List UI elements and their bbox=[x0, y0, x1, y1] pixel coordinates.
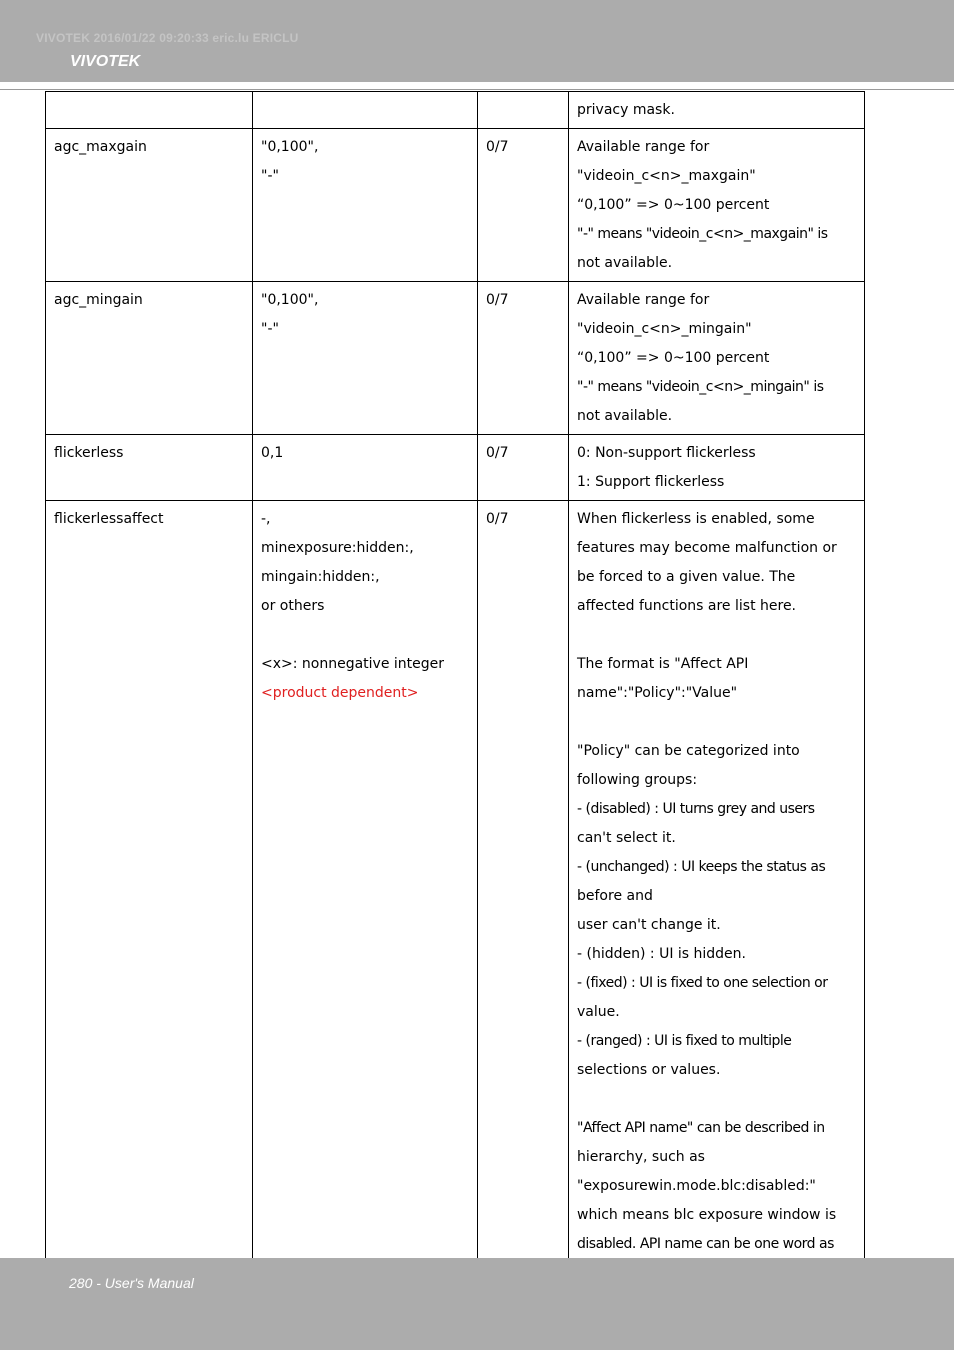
page-number-label: 280 - User's Manual bbox=[69, 1275, 194, 1291]
param-description-line: "-" means "videoin_c<n>_maxgain" is bbox=[577, 226, 828, 242]
param-value-line: or others bbox=[261, 598, 325, 614]
table-row bbox=[46, 501, 865, 1289]
param-description-line: "videoin_c<n>_maxgain" bbox=[577, 168, 756, 184]
param-name-cell bbox=[46, 129, 253, 282]
param-name-cell bbox=[46, 501, 253, 1289]
product-dependent-note: <product dependent> bbox=[261, 685, 419, 701]
param-description-line: be forced to a given value. The bbox=[577, 569, 796, 585]
param-value-cell bbox=[253, 501, 478, 1289]
param-description-line: following groups: bbox=[577, 772, 698, 788]
param-name bbox=[54, 96, 246, 125]
param-description-line: privacy mask. bbox=[577, 102, 675, 118]
param-description-line: - (fixed) : UI is fixed to one selection or bbox=[577, 975, 828, 991]
param-description-line: Available range for bbox=[577, 292, 710, 308]
param-description-line: before and bbox=[577, 888, 653, 904]
param-security-cell bbox=[478, 129, 569, 282]
param-security: 0/7 bbox=[486, 445, 509, 461]
param-description-line: user can't change it. bbox=[577, 917, 721, 933]
param-description-line: "videoin_c<n>_mingain" bbox=[577, 321, 752, 337]
table-row bbox=[46, 435, 865, 501]
param-value-line: 0,1 bbox=[261, 445, 284, 461]
param-value-cell bbox=[253, 282, 478, 435]
param-description-line: hierarchy, such as bbox=[577, 1149, 705, 1165]
table-row bbox=[46, 282, 865, 435]
param-description-line: features may become malfunction or bbox=[577, 540, 837, 556]
param-description-cell bbox=[569, 92, 865, 129]
param-description-line bbox=[577, 708, 858, 737]
param-security: 0/7 bbox=[486, 292, 509, 308]
param-description-line: “0,100” => 0~100 percent bbox=[577, 197, 770, 213]
table-row bbox=[46, 92, 865, 129]
parameter-table-body bbox=[46, 92, 865, 1289]
watermark-text: VIVOTEK 2016/01/22 09:20:33 eric.lu ERICLU bbox=[36, 31, 299, 45]
param-value-line: mingain:hidden:, bbox=[261, 569, 380, 585]
param-name-cell bbox=[46, 435, 253, 501]
param-name: agc_maxgain bbox=[54, 139, 147, 155]
param-security: 0/7 bbox=[486, 139, 509, 155]
table-row bbox=[46, 129, 865, 282]
param-name: flickerless bbox=[54, 445, 124, 461]
param-description-line: selections or values. bbox=[577, 1062, 721, 1078]
param-description-line: "-" means "videoin_c<n>_mingain" is bbox=[577, 379, 824, 395]
param-description-line: affected functions are list here. bbox=[577, 598, 797, 614]
param-description-line: name":"Policy":"Value" bbox=[577, 685, 738, 701]
param-description-line: - (ranged) : UI is fixed to multiple bbox=[577, 1033, 792, 1049]
param-security-cell bbox=[478, 501, 569, 1289]
parameter-table bbox=[45, 91, 865, 1289]
page-header bbox=[0, 0, 954, 82]
param-description-line: value. bbox=[577, 1004, 620, 1020]
param-value-line: minexposure:hidden:, bbox=[261, 540, 414, 556]
param-description-cell bbox=[569, 129, 865, 282]
param-value-line: -, bbox=[261, 511, 271, 527]
param-description-line bbox=[577, 621, 858, 650]
param-description-line: - (unchanged) : UI keeps the status as bbox=[577, 859, 826, 875]
param-description-line: which means blc exposure window is bbox=[577, 1207, 837, 1223]
param-description-line: "exposurewin.mode.blc:disabled:" bbox=[577, 1178, 816, 1194]
param-value-line bbox=[261, 621, 471, 650]
param-security-cell bbox=[478, 92, 569, 129]
param-description-line: When flickerless is enabled, some bbox=[577, 511, 815, 527]
param-name: flickerlessaffect bbox=[54, 511, 164, 527]
param-security bbox=[486, 96, 562, 125]
param-value-line: "-" bbox=[261, 321, 279, 337]
param-description-line: not available. bbox=[577, 408, 673, 424]
param-name-cell bbox=[46, 282, 253, 435]
param-security-cell bbox=[478, 435, 569, 501]
param-value-cell bbox=[253, 92, 478, 129]
param-description-line: "Affect API name" can be described in bbox=[577, 1120, 825, 1136]
param-description-cell bbox=[569, 282, 865, 435]
param-value-line: "0,100", bbox=[261, 139, 319, 155]
param-description-line: 0: Non-support flickerless bbox=[577, 445, 756, 461]
param-description-cell bbox=[569, 501, 865, 1289]
param-security-cell bbox=[478, 282, 569, 435]
param-value-line: "0,100", bbox=[261, 292, 319, 308]
param-description-line: - (hidden) : UI is hidden. bbox=[577, 946, 746, 962]
param-description-line: "Policy" can be categorized into bbox=[577, 743, 800, 759]
param-value-line: "-" bbox=[261, 168, 279, 184]
param-value-cell bbox=[253, 129, 478, 282]
param-value-cell bbox=[253, 435, 478, 501]
param-description-line: not available. bbox=[577, 255, 673, 271]
param-value-line: <x>: nonnegative integer bbox=[261, 656, 445, 672]
param-description-line: Available range for bbox=[577, 139, 710, 155]
param-description-line: - (disabled) : UI turns grey and users bbox=[577, 801, 815, 817]
param-name: agc_mingain bbox=[54, 292, 143, 308]
param-description-line: The format is "Affect API bbox=[577, 656, 749, 672]
page-footer bbox=[0, 1258, 954, 1350]
param-name-cell bbox=[46, 92, 253, 129]
brand-logo: VIVOTEK bbox=[70, 53, 141, 70]
param-description-line: disabled. API name can be one word as bbox=[577, 1236, 834, 1252]
header-divider bbox=[0, 89, 954, 90]
param-description-line: can't select it. bbox=[577, 830, 676, 846]
param-security: 0/7 bbox=[486, 511, 509, 527]
param-description-line bbox=[577, 1085, 858, 1114]
param-description-line: “0,100” => 0~100 percent bbox=[577, 350, 770, 366]
param-description-cell bbox=[569, 435, 865, 501]
param-description-line: 1: Support flickerless bbox=[577, 474, 725, 490]
